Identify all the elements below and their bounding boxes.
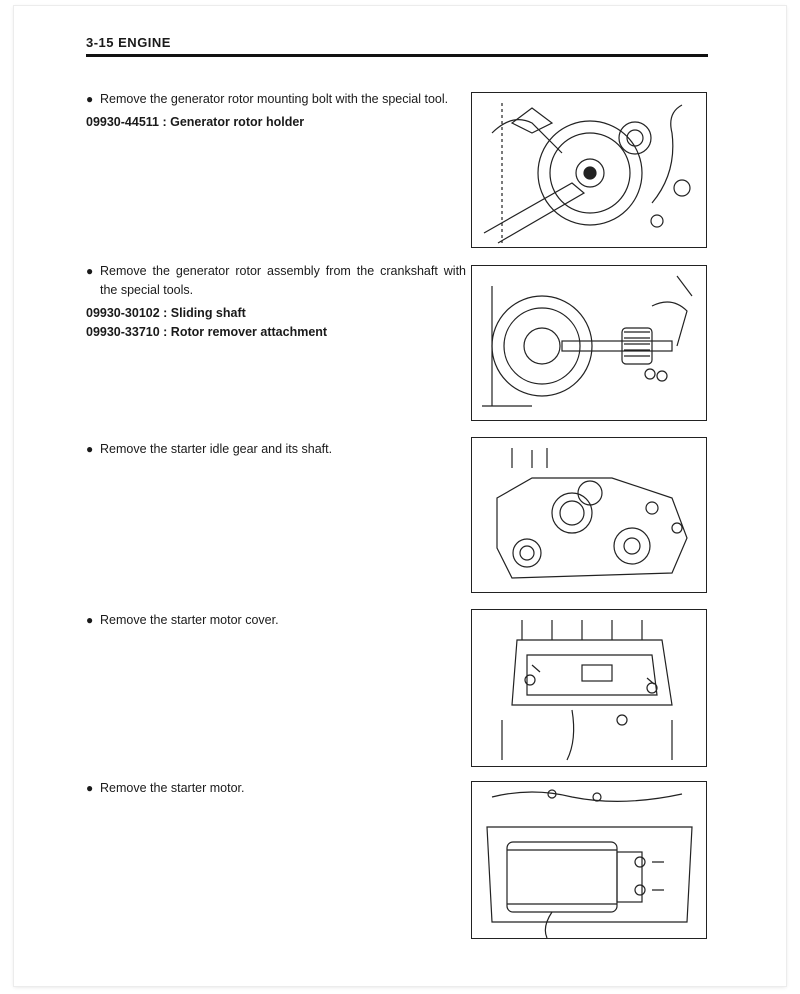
- figure-starter-cover: [471, 609, 707, 767]
- step-5: [86, 779, 466, 798]
- step-1-tool-1: 09930-44511 : Generator rotor holder: [86, 115, 305, 129]
- bullet-icon: ●: [86, 92, 94, 106]
- step-1-text: Remove the generator rotor mounting bolt with the special tool.: [100, 92, 449, 106]
- bullet-icon: ●: [86, 613, 94, 627]
- bullet-icon: ●: [86, 442, 94, 456]
- step-4-text: Remove the starter motor cover.: [100, 613, 279, 627]
- figure-rotor-remover: [471, 265, 707, 421]
- page-header: [86, 34, 708, 57]
- bullet-icon: ●: [86, 264, 94, 278]
- bullet-icon: ●: [86, 781, 94, 795]
- figure-starter-motor: [471, 781, 707, 939]
- step-3-text: Remove the starter idle gear and its shaft.: [100, 442, 333, 456]
- step-5-text: Remove the starter motor.: [100, 781, 245, 795]
- figure-rotor-holder: [471, 92, 707, 248]
- step-2-tool-2: 09930-33710 : Rotor remover attachment: [86, 325, 328, 339]
- step-1: [86, 90, 466, 132]
- step-2: [86, 262, 466, 342]
- step-2-tool-1: 09930-30102 : Sliding shaft: [86, 306, 246, 320]
- step-3: [86, 440, 466, 459]
- figure-idle-gear: [471, 437, 707, 593]
- page-title: 3-15 ENGINE: [86, 35, 171, 50]
- step-4: [86, 611, 466, 630]
- step-2-text: Remove the generator rotor assembly from the crankshaft with the special tools.: [100, 264, 466, 297]
